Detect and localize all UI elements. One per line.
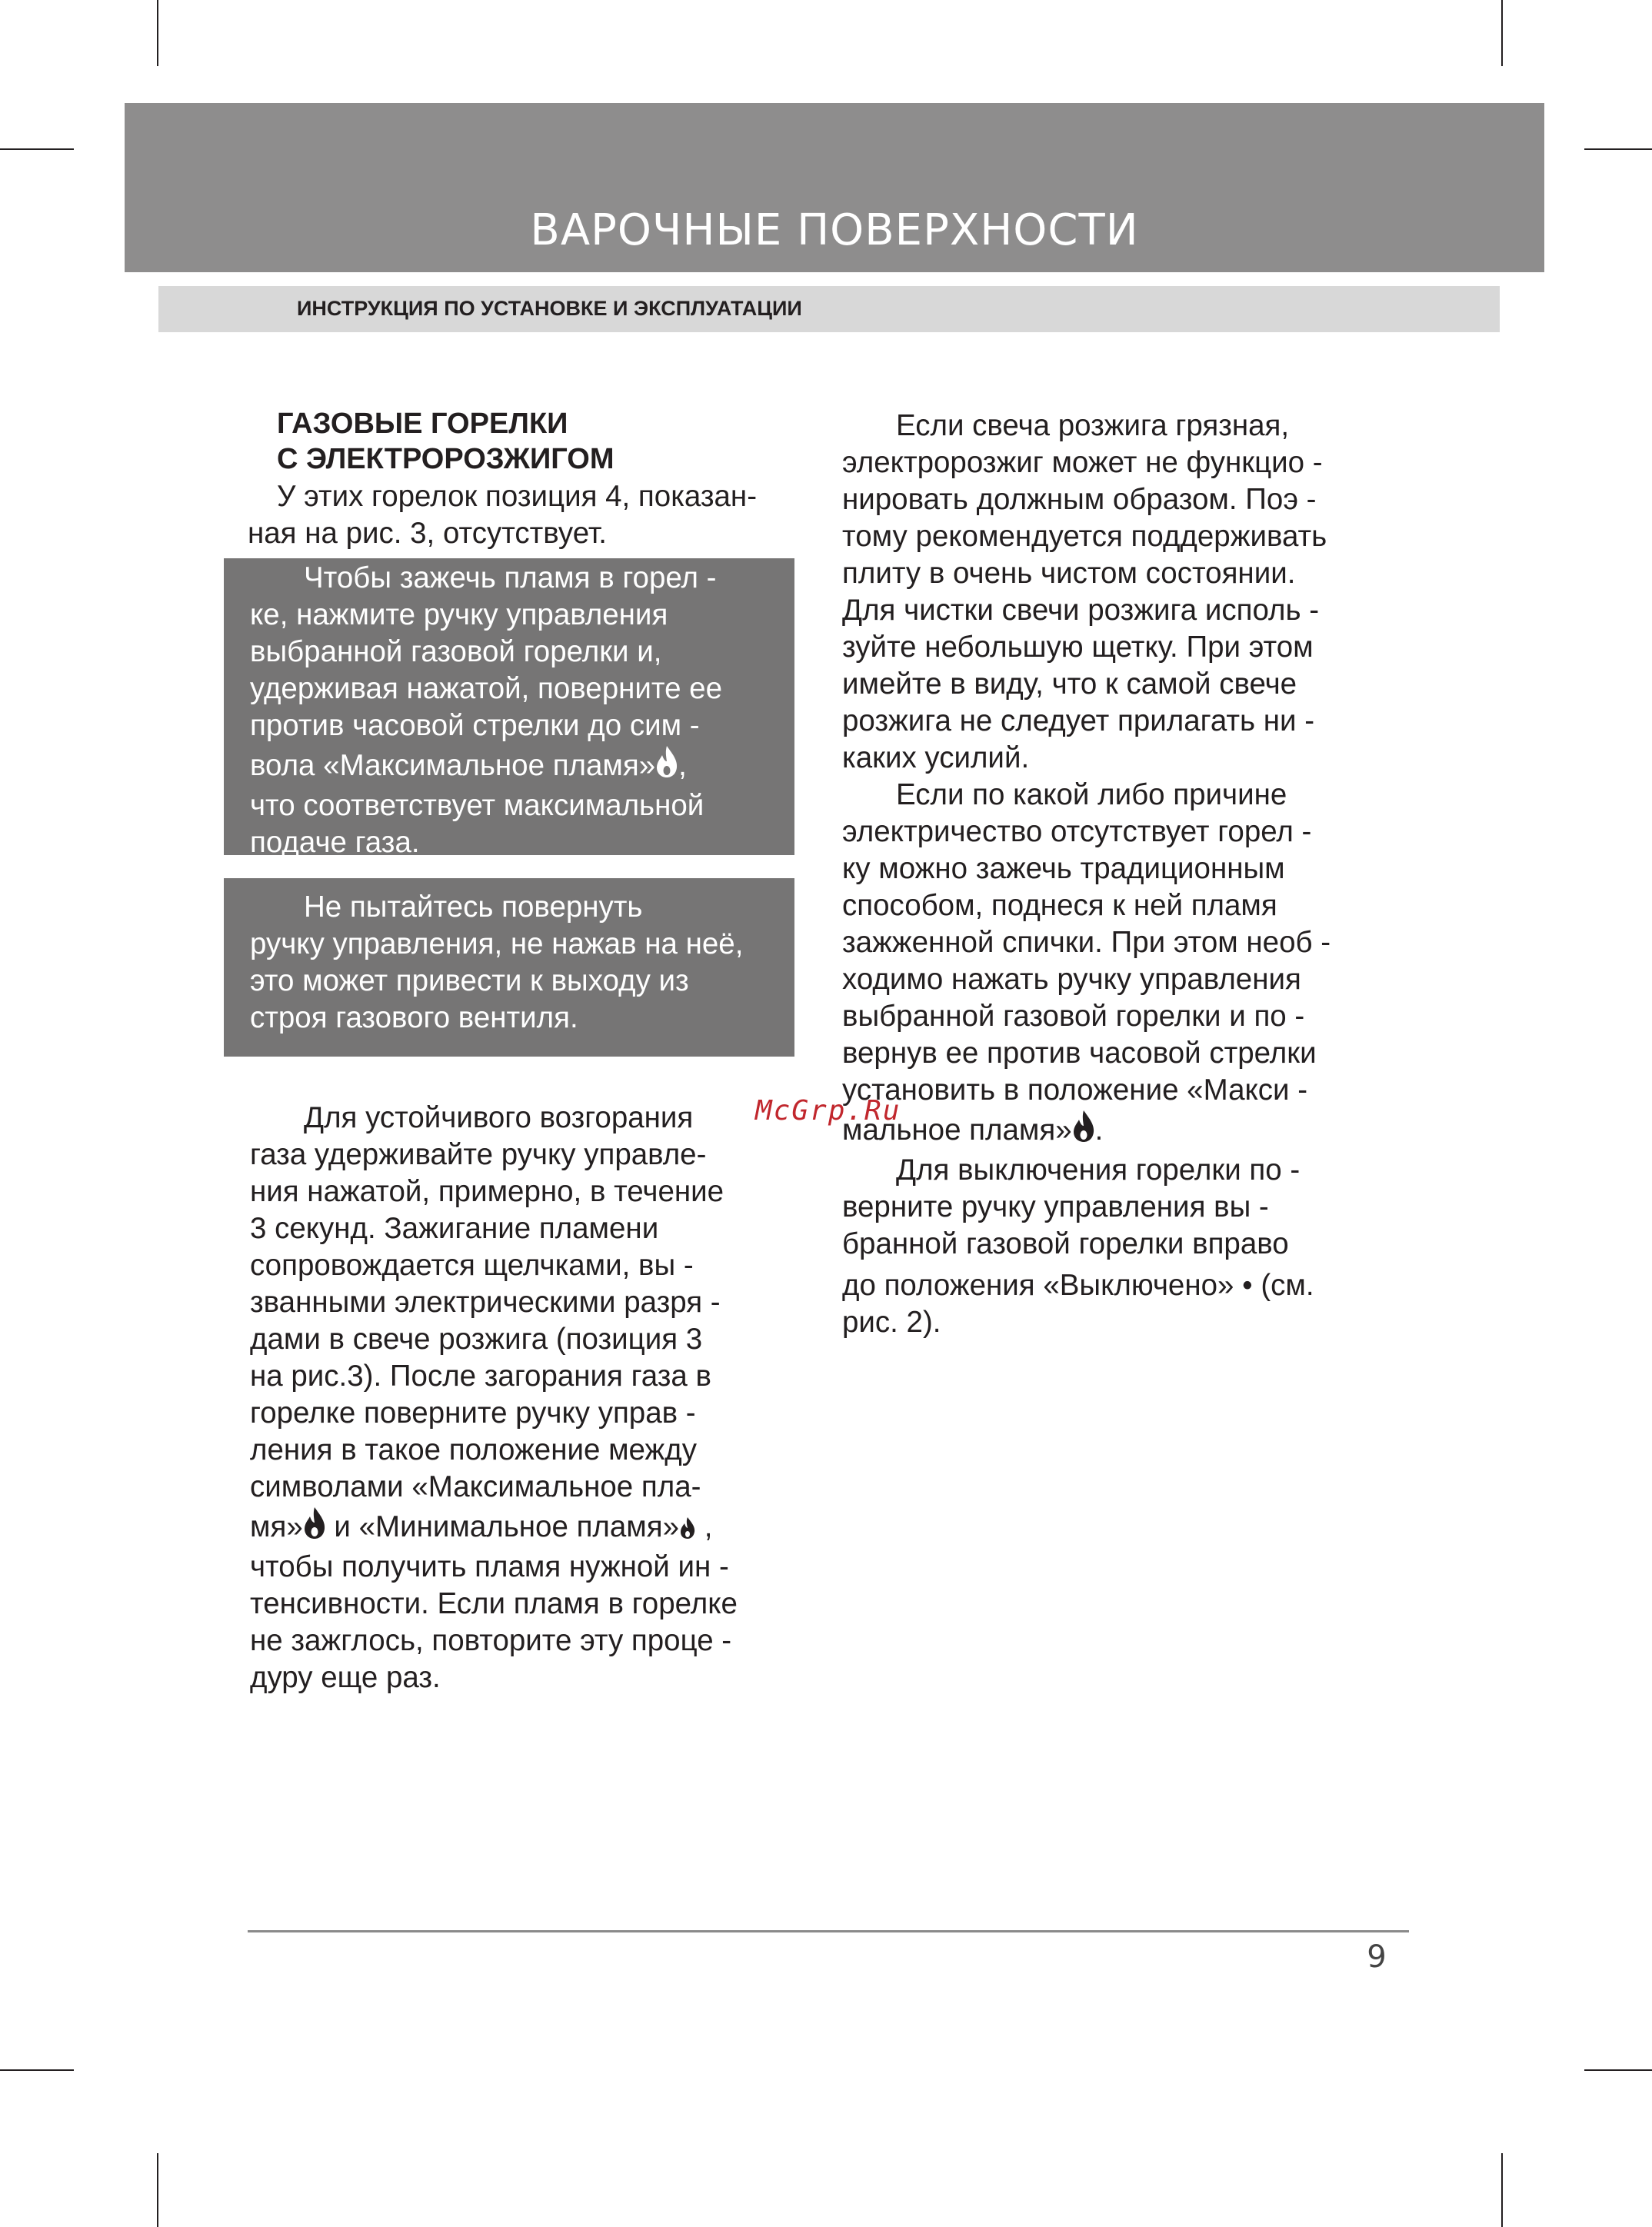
text-line: розжига не следует прилагать ни - <box>842 704 1315 737</box>
text-line: тому рекомендуется поддерживать <box>842 520 1327 553</box>
text-line: Не пытайтесь повернуть <box>304 890 643 924</box>
text-line: имейте в виду, что к самой свече <box>842 667 1297 701</box>
text-line: 3 секунд. Зажигание пламени <box>250 1212 659 1245</box>
text-line: газа удерживайте ручку управле- <box>250 1138 707 1171</box>
text-line: тенсивности. Если пламя в горелке <box>250 1587 738 1620</box>
text-span: до положения «Выключено» <box>842 1269 1234 1302</box>
text-line: это может привести к выходу из <box>250 964 689 997</box>
off-dot-icon: • <box>1242 1269 1253 1302</box>
section-heading: ГАЗОВЫЕ ГОРЕЛКИ <box>277 408 568 440</box>
crop-mark <box>1501 0 1503 66</box>
section-heading: С ЭЛЕКТРОРОЗЖИГОМ <box>277 443 615 475</box>
crop-mark <box>1584 148 1652 150</box>
text-line: ку можно зажечь традиционным <box>842 852 1285 885</box>
text-line: чтобы получить пламя нужной ин - <box>250 1550 729 1583</box>
max-flame-icon <box>303 1506 326 1549</box>
page-title: ВАРОЧНЫЕ ПОВЕРХНОСТИ <box>530 205 1139 255</box>
text-span: , <box>678 749 687 782</box>
text-line <box>250 1506 788 1549</box>
crop-mark <box>0 148 74 150</box>
text-line: дуру еще раз. <box>250 1661 441 1694</box>
text-line <box>842 1267 1381 1304</box>
text-line: каких усилий. <box>842 741 1030 774</box>
text-span: , <box>696 1510 713 1543</box>
max-flame-icon <box>1072 1109 1095 1152</box>
text-line: Если по какой либо причине <box>896 778 1287 811</box>
text-line: установить в положение «Макси - <box>842 1074 1308 1107</box>
text-span: мя» <box>250 1510 303 1543</box>
text-line <box>250 744 773 787</box>
text-line: Если свеча розжига грязная, <box>896 409 1290 442</box>
text-line: Для выключения горелки по - <box>896 1153 1301 1187</box>
text-line: электричество отсутствует горел - <box>842 815 1312 848</box>
text-line: символами «Максимальное пла- <box>250 1470 701 1503</box>
text-line: званными электрическими разря - <box>250 1286 721 1319</box>
text-span: . <box>1094 1114 1104 1147</box>
warning-box <box>224 878 794 1057</box>
text-line: что соответствует максимальной <box>250 789 704 822</box>
text-line: не зажглось, повторите эту проце - <box>250 1624 732 1657</box>
text-line: У этих горелок позиция 4, показан- <box>277 480 758 513</box>
text-line: против часовой стрелки до сим - <box>250 709 700 742</box>
text-line: вернув ее против часовой стрелки <box>842 1037 1317 1070</box>
text-line: ная на рис. 3, отсутствует. <box>248 517 607 550</box>
left-column-body <box>250 1100 788 1696</box>
text-line: ходимо нажать ручку управления <box>842 963 1301 996</box>
text-line: зуйте небольшую щетку. При этом <box>842 631 1314 664</box>
header-band <box>125 103 1544 272</box>
text-line: подаче газа. <box>250 826 420 859</box>
text-line: Для устойчивого возгорания <box>304 1101 694 1134</box>
text-line: сопровождается щелчками, вы - <box>250 1249 694 1282</box>
crop-mark <box>1501 2153 1503 2227</box>
crop-mark <box>1584 2069 1652 2071</box>
subheader-band <box>158 286 1500 332</box>
text-line: нировать должным образом. Поэ - <box>842 483 1317 516</box>
text-span: вола «Максимальное пламя» <box>250 749 656 782</box>
text-line: выбранной газовой горелки и по - <box>842 1000 1305 1033</box>
text-line: ручку управления, не нажав на неё, <box>250 927 744 960</box>
right-column <box>842 408 1381 1341</box>
text-line: выбранной газовой горелки и, <box>250 635 662 668</box>
text-line: горелке поверните ручку управ - <box>250 1396 696 1430</box>
footer-divider <box>248 1930 1409 1932</box>
text-line: на рис.3). После загорания газа в <box>250 1360 711 1393</box>
text-line: строя газового вентиля. <box>250 1001 578 1034</box>
min-flame-icon <box>679 1512 696 1549</box>
crop-mark <box>157 2153 158 2227</box>
text-line: зажженной спички. При этом необ - <box>842 926 1331 959</box>
text-span: и «Минимальное пламя» <box>325 1510 680 1543</box>
text-span: (см. <box>1252 1269 1314 1302</box>
text-line: Для чистки свечи розжига исполь - <box>842 594 1320 627</box>
text-line: ния нажатой, примерно, в течение <box>250 1175 724 1208</box>
crop-mark <box>157 0 158 66</box>
text-line: дами в свече розжига (позиция 3 <box>250 1323 703 1356</box>
crop-mark <box>0 2069 74 2071</box>
text-line: ления в такое положение между <box>250 1433 697 1466</box>
text-line: Чтобы зажечь пламя в горел - <box>304 561 717 594</box>
text-line: способом, поднеся к ней пламя <box>842 889 1277 922</box>
text-line <box>842 1109 1381 1152</box>
text-line: ке, нажмите ручку управления <box>250 598 668 631</box>
max-flame-icon <box>655 744 678 787</box>
instruction-box <box>224 558 794 859</box>
watermark: McGrp.Ru <box>755 1095 901 1127</box>
page-number: 9 <box>1367 1939 1387 1975</box>
section-subtitle: ИНСТРУКЦИЯ ПО УСТАНОВКЕ И ЭКСПЛУАТАЦИИ <box>297 297 802 320</box>
text-span: мальное пламя» <box>842 1114 1072 1147</box>
text-line: удерживая нажатой, поверните ее <box>250 672 723 705</box>
text-line: рис. 2). <box>842 1306 941 1339</box>
text-line: электророзжиг может не функцио - <box>842 446 1323 479</box>
left-column-intro <box>248 406 794 552</box>
text-line: верните ручку управления вы - <box>842 1190 1269 1223</box>
text-line: бранной газовой горелки вправо <box>842 1227 1289 1260</box>
text-line: плиту в очень чистом состоянии. <box>842 557 1296 590</box>
